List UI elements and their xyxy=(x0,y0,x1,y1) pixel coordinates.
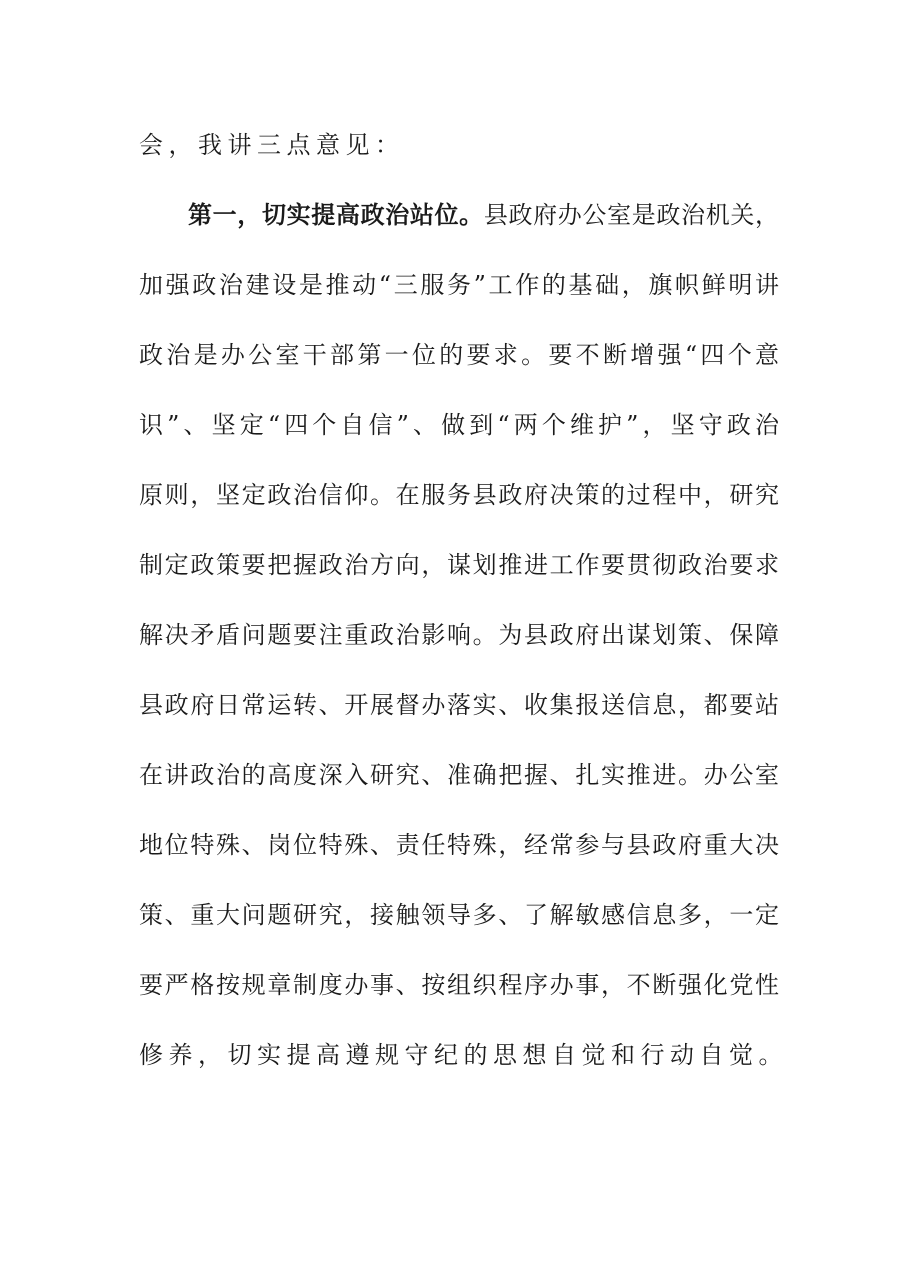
paragraph-line xyxy=(139,825,779,865)
paragraph-text: 要严格按规章制度办事、按组织程序办事，不断强化党性 xyxy=(139,971,779,999)
paragraph-text: 识”、坚定“四个自信”、做到“两个维护”，坚守政治 xyxy=(139,411,779,439)
paragraph-text: 加强政治建设是推动“三服务”工作的基础，旗帜鲜明讲 xyxy=(139,271,779,299)
section-heading: 第一，切实提高政治站位。 xyxy=(188,200,484,229)
paragraph-line xyxy=(139,335,779,375)
paragraph-line xyxy=(139,405,779,445)
paragraph-text: 政治是办公室干部第一位的要求。要不断增强“四个意 xyxy=(139,341,779,369)
paragraph-first-line xyxy=(188,195,779,235)
paragraph-line xyxy=(139,755,779,795)
paragraph-text: 县政府办公室是政治机关， xyxy=(483,201,780,229)
paragraph-line xyxy=(139,545,779,585)
paragraph-line xyxy=(139,615,779,655)
paragraph-line xyxy=(139,965,779,1005)
paragraph-text: 策、重大问题研究，接触领导多、了解敏感信息多，一定 xyxy=(139,901,779,929)
paragraph-line xyxy=(139,475,779,515)
paragraph-text: 县政府日常运转、开展督办落实、收集报送信息，都要站 xyxy=(139,691,779,719)
intro-line xyxy=(139,125,779,165)
paragraph-text: 在讲政治的高度深入研究、准确把握、扎实推进。办公室 xyxy=(139,761,779,789)
paragraph-text: 地位特殊、岗位特殊、责任特殊，经常参与县政府重大决 xyxy=(139,831,779,859)
paragraph-line xyxy=(139,685,779,725)
paragraph-text: 原则，坚定政治信仰。在服务县政府决策的过程中，研究 xyxy=(139,481,779,509)
intro-text: 会，我讲三点意见： xyxy=(139,131,405,159)
paragraph-line xyxy=(139,265,779,305)
paragraph-text: 修养，切实提高遵规守纪的思想自觉和行动自觉。 xyxy=(139,1041,788,1069)
paragraph-text: 解决矛盾问题要注重政治影响。为县政府出谋划策、保障 xyxy=(139,621,779,649)
paragraph-line xyxy=(139,895,779,935)
paragraph-last-line xyxy=(139,1035,788,1075)
paragraph-text: 制定政策要把握政治方向，谋划推进工作要贯彻政治要求 xyxy=(139,551,779,579)
